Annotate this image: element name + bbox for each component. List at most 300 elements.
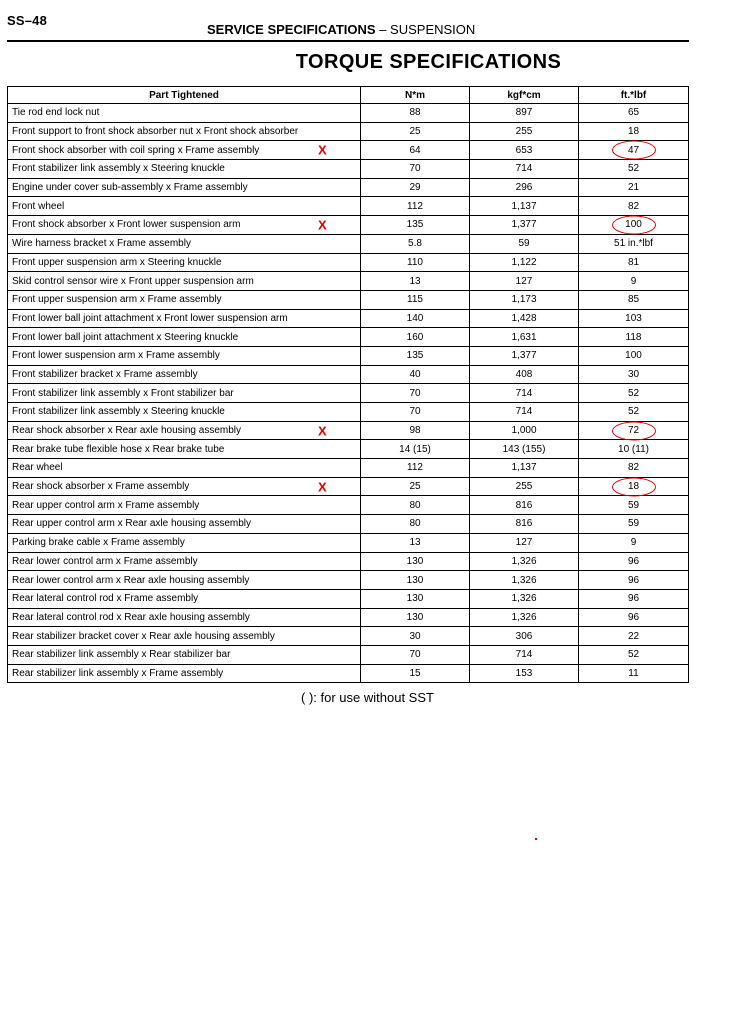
cell-nm [361, 403, 470, 422]
cell-kgfcm [470, 608, 579, 627]
cell-ftlbf [579, 645, 689, 664]
part-name: Rear stabilizer link assembly x Frame assembly [12, 667, 224, 679]
part-name: Rear lower control arm x Frame assembly [12, 555, 198, 567]
part-name: Wire harness bracket x Frame assembly [12, 238, 191, 250]
cell-ftlbf [579, 440, 689, 459]
cell-ftlbf-value: 82 [627, 200, 640, 212]
cell-kgfcm [470, 290, 579, 309]
cell-ftlbf [579, 571, 689, 590]
page-code: SS–48 [7, 13, 48, 28]
cell-nm-value: 115 [407, 294, 423, 306]
cell-nm-value: 70 [409, 649, 421, 661]
cell-nm-value: 130 [406, 555, 424, 567]
cell-kgfcm-value: 1,000 [511, 425, 537, 437]
table-row [8, 290, 689, 309]
cell-ftlbf [579, 384, 689, 403]
cell-kgfcm [470, 216, 579, 235]
cell-nm [361, 664, 470, 683]
cell-kgfcm-value: 714 [515, 163, 533, 175]
table-row [8, 477, 689, 496]
cell-ftlbf [579, 197, 689, 216]
cell-kgfcm [470, 234, 579, 253]
cell-nm [361, 178, 470, 197]
cell-ftlbf-value: 103 [625, 312, 642, 324]
cell-ftlbf [579, 328, 689, 347]
part-name: Front lower suspension arm x Frame assembly [12, 350, 220, 362]
stray-mark [535, 838, 537, 840]
cell-nm-value: 30 [409, 630, 421, 642]
table-row [8, 571, 689, 590]
cell-ftlbf-value: 18 [627, 481, 640, 493]
cell-kgfcm-value: 816 [515, 499, 533, 511]
cell-ftlbf [579, 459, 689, 478]
part-name: Front stabilizer link assembly x Front stabilizer bar [12, 387, 234, 399]
cell-ftlbf [579, 290, 689, 309]
table-row [8, 346, 689, 365]
cell-nm [361, 216, 470, 235]
cell-kgfcm-value: 1,326 [511, 611, 537, 623]
cell-kgfcm [470, 253, 579, 272]
cell-ftlbf [579, 309, 689, 328]
page-title: TORQUE SPECIFICATIONS [295, 51, 562, 73]
cell-kgfcm [470, 533, 579, 552]
cell-part [8, 346, 361, 365]
column-header-nm: N*m [361, 87, 470, 104]
cell-nm [361, 309, 470, 328]
cell-kgfcm [470, 197, 579, 216]
cell-kgfcm [470, 421, 579, 440]
cell-nm-value: 80 [409, 499, 421, 511]
part-name: Rear brake tube flexible hose x Rear brake tube [12, 443, 225, 455]
cell-part [8, 608, 361, 627]
cell-nm-value: 130 [406, 611, 424, 623]
cell-ftlbf [579, 552, 689, 571]
cell-part [8, 515, 361, 534]
red-circle-mark [612, 477, 656, 496]
cell-nm-value: 13 [409, 537, 421, 549]
cell-part [8, 365, 361, 384]
cell-kgfcm-value: 1,326 [511, 593, 537, 605]
cell-nm [361, 253, 470, 272]
cell-ftlbf-value: 21 [627, 182, 640, 194]
cell-ftlbf-value: 18 [627, 126, 640, 138]
cell-part [8, 496, 361, 515]
table-row [8, 272, 689, 291]
cell-kgfcm [470, 328, 579, 347]
cell-kgfcm-value: 1,122 [511, 256, 537, 268]
cell-kgfcm-value: 1,326 [511, 555, 537, 567]
part-name: Rear shock absorber x Frame assembly [12, 481, 190, 493]
cell-kgfcm [470, 571, 579, 590]
table-row [8, 197, 689, 216]
cell-kgfcm-value: 296 [515, 182, 533, 194]
cell-part [8, 104, 361, 123]
cell-nm-value: 98 [409, 425, 421, 437]
cell-ftlbf-value: 47 [627, 144, 640, 156]
cell-nm [361, 533, 470, 552]
table-body [8, 104, 689, 683]
cell-nm [361, 552, 470, 571]
cell-kgfcm [470, 365, 579, 384]
cell-kgfcm-value: 1,631 [511, 331, 537, 343]
cell-part [8, 421, 361, 440]
cell-kgfcm [470, 496, 579, 515]
cell-nm-value: 112 [407, 462, 423, 474]
cell-ftlbf [579, 627, 689, 646]
cell-ftlbf [579, 122, 689, 141]
cell-ftlbf-value: 100 [625, 350, 642, 362]
cell-part [8, 645, 361, 664]
cell-nm [361, 272, 470, 291]
cell-kgfcm [470, 477, 579, 496]
cell-kgfcm [470, 664, 579, 683]
cell-nm [361, 645, 470, 664]
part-name: Rear upper control arm x Rear axle housing assembly [12, 518, 251, 530]
cell-kgfcm [470, 627, 579, 646]
cell-ftlbf-value: 96 [627, 611, 640, 623]
red-x-mark: X [318, 142, 327, 158]
cell-ftlbf [579, 141, 689, 160]
cell-nm [361, 346, 470, 365]
cell-ftlbf [579, 515, 689, 534]
cell-nm-value: 140 [406, 312, 424, 324]
cell-nm [361, 571, 470, 590]
table-row [8, 328, 689, 347]
header-separator: – [379, 22, 387, 37]
cell-kgfcm [470, 309, 579, 328]
cell-ftlbf-value: 82 [627, 462, 640, 474]
cell-nm-value: 80 [409, 518, 421, 530]
part-name: Front stabilizer link assembly x Steering knuckle [12, 406, 225, 418]
cell-part [8, 197, 361, 216]
cell-kgfcm-value: 897 [515, 107, 533, 119]
cell-nm [361, 627, 470, 646]
cell-ftlbf-value: 52 [627, 649, 640, 661]
part-name: Rear wheel [12, 462, 63, 474]
table-row [8, 645, 689, 664]
cell-part [8, 627, 361, 646]
cell-kgfcm-value: 408 [515, 368, 533, 380]
part-name: Rear lower control arm x Rear axle housing assembly [12, 574, 250, 586]
cell-ftlbf-value: 65 [627, 107, 640, 119]
cell-nm [361, 608, 470, 627]
table-row [8, 365, 689, 384]
cell-ftlbf-value: 72 [627, 425, 640, 437]
cell-kgfcm-value: 714 [515, 387, 533, 399]
cell-ftlbf-value: 81 [627, 256, 640, 268]
cell-nm-value: 64 [409, 144, 421, 156]
cell-ftlbf-value: 85 [627, 294, 640, 306]
cell-nm-value: 29 [409, 182, 421, 194]
cell-nm-value: 130 [406, 574, 424, 586]
table-row [8, 141, 689, 160]
cell-ftlbf-value: 52 [627, 406, 640, 418]
cell-ftlbf [579, 272, 689, 291]
cell-ftlbf-value: 118 [625, 331, 642, 343]
red-x-mark: X [318, 423, 327, 439]
red-circle-mark [612, 215, 656, 234]
cell-nm-value: 112 [407, 200, 423, 212]
cell-nm [361, 589, 470, 608]
cell-ftlbf [579, 403, 689, 422]
cell-kgfcm-value: 153 [515, 667, 533, 679]
cell-kgfcm [470, 141, 579, 160]
cell-nm-value: 70 [409, 406, 421, 418]
cell-ftlbf-value: 96 [627, 593, 640, 605]
cell-nm [361, 328, 470, 347]
red-circle-mark [612, 141, 656, 160]
part-name: Front lower ball joint attachment x Steering knuckle [12, 331, 239, 343]
cell-nm [361, 459, 470, 478]
cell-part [8, 459, 361, 478]
part-name: Front upper suspension arm x Frame assembly [12, 294, 222, 306]
part-name: Rear lateral control rod x Rear axle housing assembly [12, 611, 250, 623]
cell-kgfcm [470, 403, 579, 422]
cell-part [8, 309, 361, 328]
cell-kgfcm [470, 645, 579, 664]
cell-ftlbf-value: 59 [627, 518, 640, 530]
part-name: Front wheel [12, 200, 65, 212]
cell-kgfcm-value: 1,428 [511, 312, 537, 324]
cell-kgfcm [470, 122, 579, 141]
cell-part [8, 440, 361, 459]
cell-ftlbf-value: 11 [628, 667, 639, 679]
section-title: SERVICE SPECIFICATIONS [207, 22, 376, 37]
cell-ftlbf [579, 664, 689, 683]
red-x-mark: X [318, 217, 327, 233]
cell-nm-value: 40 [409, 368, 421, 380]
cell-nm-value: 13 [409, 275, 421, 287]
cell-ftlbf [579, 104, 689, 123]
cell-ftlbf [579, 608, 689, 627]
cell-kgfcm-value: 127 [515, 537, 533, 549]
cell-ftlbf [579, 178, 689, 197]
part-name: Rear upper control arm x Frame assembly [12, 499, 200, 511]
cell-kgfcm [470, 515, 579, 534]
header-rule [7, 40, 689, 42]
cell-part [8, 533, 361, 552]
cell-kgfcm [470, 160, 579, 179]
table-row [8, 234, 689, 253]
table-row [8, 608, 689, 627]
cell-nm-value: 135 [406, 350, 424, 362]
table-row [8, 309, 689, 328]
part-name: Rear shock absorber x Rear axle housing assembly [12, 425, 241, 437]
cell-kgfcm-value: 255 [515, 126, 533, 138]
cell-nm [361, 365, 470, 384]
cell-ftlbf [579, 346, 689, 365]
cell-kgfcm [470, 272, 579, 291]
torque-spec-table [7, 86, 689, 683]
cell-nm-value: 25 [409, 126, 421, 138]
cell-part [8, 272, 361, 291]
part-name: Front shock absorber with coil spring x Frame assembly [12, 144, 260, 156]
cell-kgfcm-value: 1,377 [511, 350, 537, 362]
cell-ftlbf [579, 421, 689, 440]
table-row [8, 589, 689, 608]
cell-ftlbf-value: 52 [627, 163, 640, 175]
cell-ftlbf [579, 253, 689, 272]
cell-nm [361, 440, 470, 459]
table-row [8, 533, 689, 552]
cell-ftlbf [579, 234, 689, 253]
cell-part [8, 403, 361, 422]
cell-nm [361, 141, 470, 160]
cell-kgfcm [470, 384, 579, 403]
cell-nm [361, 122, 470, 141]
cell-nm [361, 234, 470, 253]
cell-ftlbf [579, 496, 689, 515]
table-row [8, 384, 689, 403]
cell-nm [361, 421, 470, 440]
cell-kgfcm [470, 552, 579, 571]
cell-kgfcm-value: 1,173 [511, 294, 537, 306]
part-name: Front stabilizer bracket x Frame assembly [12, 368, 198, 380]
cell-part [8, 571, 361, 590]
cell-ftlbf-value: 22 [627, 630, 640, 642]
cell-kgfcm-value: 306 [515, 630, 533, 642]
footnote: ( ): for use without SST [301, 690, 434, 705]
cell-part [8, 178, 361, 197]
subsection-title: SUSPENSION [390, 22, 476, 37]
cell-nm-value: 70 [409, 163, 421, 175]
cell-nm-value: 15 [409, 667, 421, 679]
cell-kgfcm-value: 127 [515, 275, 533, 287]
cell-part [8, 552, 361, 571]
cell-ftlbf-value: 96 [627, 574, 640, 586]
cell-kgfcm-value: 1,377 [511, 219, 537, 231]
part-name: Front support to front shock absorber nut x Front shock absorber [12, 126, 299, 138]
table-row [8, 515, 689, 534]
part-name: Engine under cover sub-assembly x Frame assembly [12, 182, 248, 194]
cell-nm-value: 14 (15) [399, 443, 431, 455]
table-row [8, 496, 689, 515]
table-row [8, 440, 689, 459]
cell-ftlbf-value: 59 [627, 499, 640, 511]
cell-part [8, 141, 361, 160]
cell-nm-value: 88 [409, 107, 421, 119]
part-name: Rear lateral control rod x Frame assembly [12, 593, 199, 605]
cell-nm [361, 160, 470, 179]
cell-part [8, 589, 361, 608]
table-row [8, 403, 689, 422]
table-row [8, 253, 689, 272]
table-row [8, 552, 689, 571]
cell-part [8, 290, 361, 309]
cell-ftlbf-value: 9 [630, 537, 637, 549]
cell-kgfcm [470, 104, 579, 123]
cell-part [8, 160, 361, 179]
cell-ftlbf-value: 52 [627, 387, 640, 399]
cell-kgfcm-value: 143 (155) [502, 443, 546, 455]
cell-kgfcm-value: 59 [518, 238, 530, 250]
part-name: Rear stabilizer link assembly x Rear stabilizer bar [12, 649, 231, 661]
table-row [8, 104, 689, 123]
cell-ftlbf-value: 30 [627, 368, 640, 380]
cell-kgfcm [470, 440, 579, 459]
cell-kgfcm [470, 346, 579, 365]
cell-nm-value: 110 [407, 256, 423, 268]
cell-nm [361, 496, 470, 515]
red-circle-mark [612, 421, 656, 440]
table-row [8, 122, 689, 141]
part-name: Parking brake cable x Frame assembly [12, 537, 185, 549]
part-name: Tie rod end lock nut [12, 107, 100, 119]
cell-part [8, 477, 361, 496]
table-row [8, 160, 689, 179]
table-row [8, 216, 689, 235]
cell-ftlbf-value: 10 (11) [618, 443, 649, 455]
cell-ftlbf [579, 533, 689, 552]
cell-ftlbf [579, 160, 689, 179]
cell-kgfcm-value: 255 [515, 481, 533, 493]
cell-nm-value: 70 [409, 387, 421, 399]
cell-part [8, 384, 361, 403]
cell-nm-value: 160 [406, 331, 424, 343]
table-row [8, 178, 689, 197]
cell-nm [361, 197, 470, 216]
table-row [8, 421, 689, 440]
cell-kgfcm [470, 178, 579, 197]
cell-kgfcm-value: 1,137 [511, 200, 537, 212]
cell-part [8, 122, 361, 141]
cell-kgfcm-value: 1,326 [511, 574, 537, 586]
table-row [8, 627, 689, 646]
cell-nm [361, 290, 470, 309]
cell-ftlbf-value: 9 [630, 275, 637, 287]
column-header-kgfcm: kgf*cm [470, 87, 579, 104]
table-header-row [8, 87, 689, 104]
cell-ftlbf-value: 51 in.*lbf [614, 238, 653, 250]
red-x-mark: X [318, 479, 327, 495]
cell-part [8, 253, 361, 272]
cell-ftlbf [579, 589, 689, 608]
cell-part [8, 328, 361, 347]
header-title [207, 22, 475, 37]
part-name: Rear stabilizer bracket cover x Rear axle housing assembly [12, 630, 275, 642]
part-name: Front upper suspension arm x Steering knuckle [12, 256, 222, 268]
part-name: Front stabilizer link assembly x Steering knuckle [12, 163, 225, 175]
cell-ftlbf-value: 96 [627, 555, 640, 567]
cell-nm-value: 130 [406, 593, 424, 605]
cell-nm-value: 135 [406, 219, 424, 231]
cell-nm [361, 104, 470, 123]
cell-part [8, 664, 361, 683]
cell-nm-value: 25 [409, 481, 421, 493]
cell-nm [361, 515, 470, 534]
cell-kgfcm [470, 589, 579, 608]
cell-nm [361, 477, 470, 496]
cell-kgfcm-value: 816 [515, 518, 533, 530]
part-name: Skid control sensor wire x Front upper suspension arm [12, 275, 254, 287]
cell-ftlbf [579, 216, 689, 235]
cell-kgfcm [470, 459, 579, 478]
table-row [8, 664, 689, 683]
cell-kgfcm-value: 714 [515, 406, 533, 418]
cell-nm-value: 5.8 [408, 238, 422, 250]
table-row [8, 459, 689, 478]
part-name: Front shock absorber x Front lower suspension arm [12, 219, 241, 231]
cell-ftlbf [579, 477, 689, 496]
part-name: Front lower ball joint attachment x Front lower suspension arm [12, 312, 288, 324]
cell-kgfcm-value: 653 [515, 144, 533, 156]
cell-part [8, 234, 361, 253]
cell-ftlbf-value: 100 [625, 219, 642, 231]
column-header-part: Part Tightened [8, 87, 361, 104]
cell-kgfcm-value: 714 [515, 649, 533, 661]
cell-part [8, 216, 361, 235]
cell-nm [361, 384, 470, 403]
